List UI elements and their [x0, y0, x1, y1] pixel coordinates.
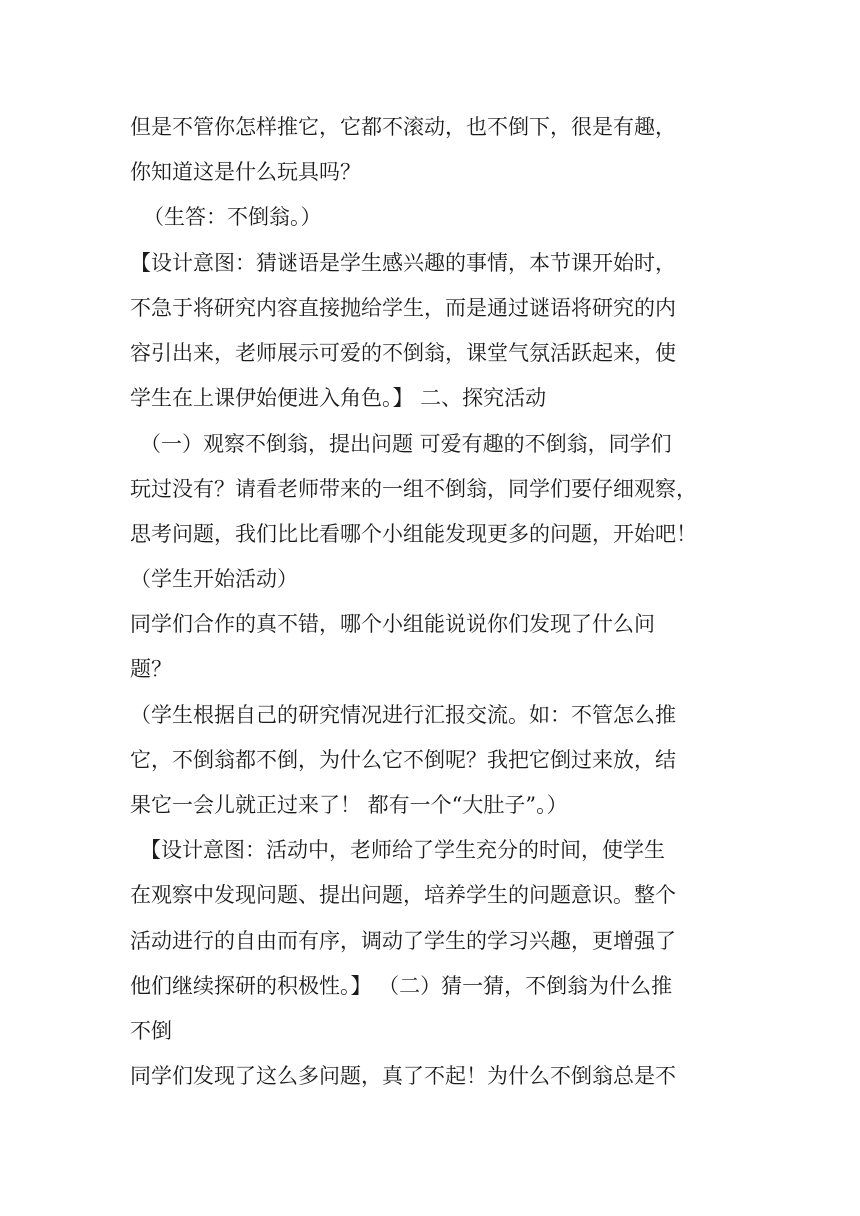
text-line: 同学们发现了这么多问题，真了不起！为什么不倒翁总是不 [130, 1064, 676, 1088]
text-line: （一）观察不倒翁，提出问题 可爱有趣的不倒翁，同学们 [140, 432, 672, 456]
text-line: 他们继续探研的积极性。】 （二）猜一猜，不倒翁为什么推 [130, 974, 673, 998]
text-line: 活动进行的自由而有序，调动了学生的学习兴趣，更增强了 [130, 929, 676, 953]
text-line: （生答：不倒翁。） [143, 205, 322, 229]
text-line: 不倒 [130, 1019, 172, 1043]
text-line: 【设计意图：活动中，老师给了学生充分的时间，使学生 [140, 838, 665, 862]
text-line: 容引出来，老师展示可爱的不倒翁，课堂气氛活跃起来，使 [130, 341, 676, 365]
text-line: 它，不倒翁都不倒，为什么它不倒呢？我把它倒过来放，结 [130, 748, 676, 772]
text-line: （学生根据自己的研究情况进行汇报交流。如：不管怎么推 [130, 703, 676, 727]
text-line: 玩过没有？请看老师带来的一组不倒翁，同学们要仔细观察， [130, 477, 697, 501]
text-line: 但是不管你怎样推它，它都不滚动，也不倒下，很是有趣， [130, 115, 676, 139]
text-line: 你知道这是什么玩具吗？ [130, 160, 361, 184]
text-line: 不急于将研究内容直接抛给学生，而是通过谜语将研究的内 [130, 296, 676, 320]
text-line: 果它一会儿就正过来了！ 都有一个“大肚子”。） [130, 793, 568, 817]
text-line: 思考问题，我们比比看哪个小组能发现更多的问题，开始吧！ [130, 522, 697, 546]
text-line: 学生在上课伊始便进入角色。】 二、探究活动 [130, 386, 547, 410]
text-line: 同学们合作的真不错，哪个小组能说说你们发现了什么问 [130, 612, 655, 636]
text-line: 【设计意图：猜谜语是学生感兴趣的事情，本节课开始时， [130, 251, 676, 275]
text-line: （学生开始活动） [130, 567, 298, 591]
text-line: 在观察中发现问题、提出问题，培养学生的问题意识。整个 [130, 883, 676, 907]
text-line: 题？ [130, 657, 172, 681]
